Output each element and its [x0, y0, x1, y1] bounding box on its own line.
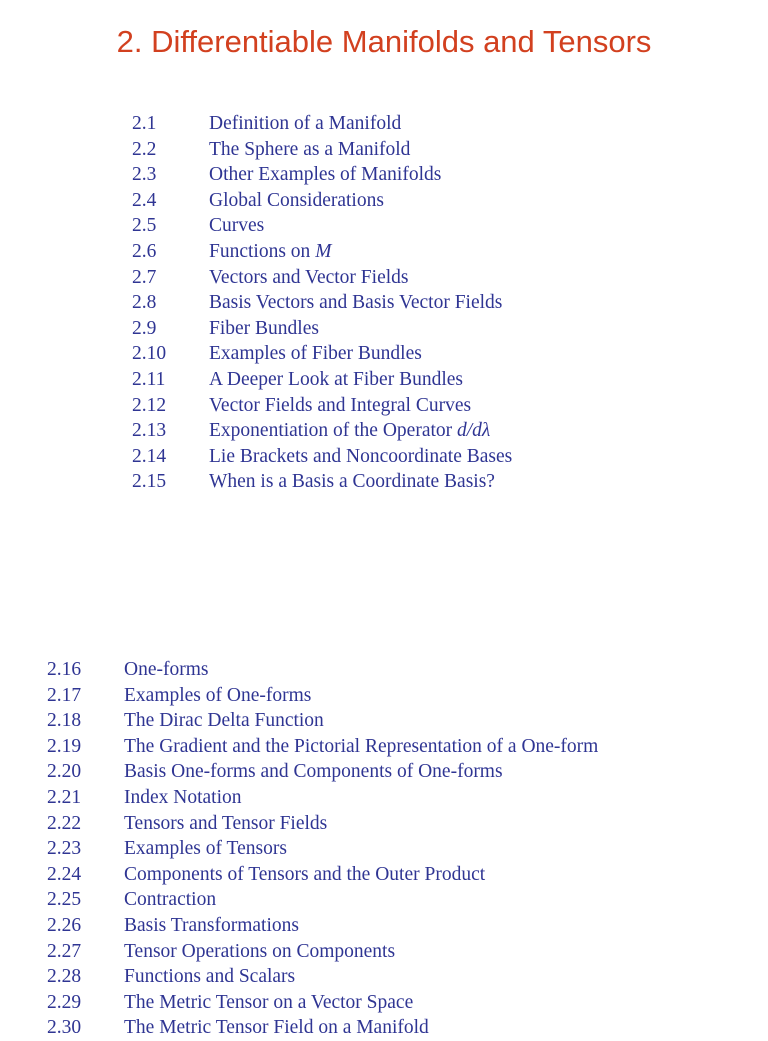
toc-entry-title-text: Vectors and Vector Fields: [209, 266, 409, 288]
toc-entry-title: [124, 708, 324, 734]
toc-entry-title: [124, 862, 485, 888]
toc-entry-number: 2.11: [132, 368, 166, 390]
toc-entry-title-text: Examples of Fiber Bundles: [209, 343, 422, 365]
toc-entry-title-text: When is a Basis a Coordinate Basis?: [209, 471, 495, 493]
toc-entry-title-text: The Sphere as a Manifold: [209, 138, 411, 160]
toc-entry-number: 2.30: [47, 1017, 82, 1039]
toc-entry-title-text: Tensor Operations on Components: [124, 940, 396, 962]
toc-entry-title: [124, 759, 503, 785]
toc-entry-title-text: Curves: [209, 215, 265, 237]
toc-entry-number: 2.7: [132, 266, 157, 288]
toc-entry: [47, 708, 598, 734]
toc-entry-title: [209, 162, 441, 188]
toc-entry-title: [209, 137, 410, 163]
toc-entry: [47, 836, 598, 862]
toc-entry-title-text: Examples of One-forms: [124, 684, 312, 706]
toc-entry-number: 2.9: [132, 317, 157, 339]
toc-entry: [47, 990, 598, 1016]
toc-entry: [47, 811, 598, 837]
toc-entry-title: [209, 316, 319, 342]
toc-entry-math: d/dλ: [457, 420, 491, 442]
toc-entry-title: [124, 785, 242, 811]
toc-entry-title-text: Basis Vectors and Basis Vector Fields: [209, 292, 503, 314]
toc-entry-title: [209, 469, 495, 495]
toc-entry-number: 2.19: [47, 735, 82, 757]
toc-entry: [47, 785, 598, 811]
toc-entry-title-text: Functions on: [209, 240, 316, 262]
toc-entry-title: [209, 239, 331, 265]
toc-entry-number: 2.24: [47, 863, 82, 885]
toc-entry-number: 2.16: [47, 659, 82, 680]
toc-entry: [132, 290, 512, 316]
toc-entry-title: [209, 290, 502, 316]
toc-entry-number: 2.8: [132, 292, 157, 314]
toc-entry-title-text: Components of Tensors and the Outer Product: [124, 863, 486, 885]
toc-entry-number: 2.20: [47, 761, 82, 783]
toc-entry-number: 2.10: [132, 343, 167, 365]
toc-entry-title-text: The Gradient and the Pictorial Representation of a One-form: [124, 735, 599, 757]
toc-entry-title: [124, 657, 208, 683]
toc-entry: [47, 939, 598, 965]
toc-entry-number: 2.21: [47, 786, 82, 808]
toc-entry-title-text: Index Notation: [124, 786, 242, 808]
toc-entry-number: 2.12: [132, 394, 167, 416]
toc-entry: [132, 162, 512, 188]
toc-entry-title-text: Functions and Scalars: [124, 966, 296, 988]
toc-entry-number: 2.29: [47, 991, 82, 1013]
toc-entry: [132, 111, 512, 137]
toc-entry-title: [124, 734, 598, 760]
toc-entry: [132, 137, 512, 163]
toc-entry-title: [209, 367, 463, 393]
toc-entry-number: 2.15: [132, 471, 167, 493]
toc-entry: [47, 964, 598, 990]
toc-entry-number: 2.27: [47, 940, 82, 962]
toc-entry-title: [124, 964, 295, 990]
toc-entry-title-text: The Dirac Delta Function: [124, 710, 324, 732]
toc-entry-title: [209, 188, 384, 214]
page-title: 2. Differentiable Manifolds and Tensors: [116, 24, 652, 59]
toc-entry-title: [124, 811, 327, 837]
toc-entry: [132, 316, 512, 342]
toc-entry: [47, 759, 598, 785]
toc-entry-number: 2.5: [132, 215, 157, 237]
toc-entry-title: [124, 683, 311, 709]
toc-entry-title-text: Basis One-forms and Components of One-forms: [124, 761, 503, 783]
toc-entry-title: [209, 418, 490, 444]
toc-entry-number: 2.28: [47, 966, 82, 988]
toc-entry-title: [124, 939, 395, 965]
toc-entry-title-text: One-forms: [124, 659, 209, 680]
toc-entry: [47, 734, 598, 760]
toc-entry: [47, 657, 598, 683]
toc-entry-number: 2.18: [47, 710, 82, 732]
toc-entry: [132, 444, 512, 470]
toc-entry-title-text: Definition of a Manifold: [209, 113, 402, 134]
toc-entry: [132, 367, 512, 393]
toc-entry-title-text: The Metric Tensor Field on a Manifold: [124, 1017, 429, 1039]
toc-entry-number: 2.3: [132, 164, 157, 186]
toc-entry-title-text: Lie Brackets and Noncoordinate Bases: [209, 445, 513, 467]
toc-entry-title-text: Fiber Bundles: [209, 317, 319, 339]
toc-section-1: [132, 111, 512, 495]
toc-entry: [47, 862, 598, 888]
toc-entry-number: 2.26: [47, 914, 82, 936]
toc-entry: [47, 683, 598, 709]
toc-entry-title-text: Contraction: [124, 889, 217, 911]
toc-entry-title: [209, 393, 471, 419]
toc-entry-number: 2.23: [47, 838, 82, 860]
toc-entry: [132, 188, 512, 214]
toc-entry-number: 2.17: [47, 684, 82, 706]
toc-entry: [132, 393, 512, 419]
toc-entry-number: 2.4: [132, 189, 157, 211]
toc-entry-number: 2.25: [47, 889, 82, 911]
toc-entry-title-text: Global Considerations: [209, 189, 384, 211]
toc-entry: [47, 1015, 598, 1041]
toc-entry-title: [124, 990, 413, 1016]
toc-entry-title: [124, 1015, 429, 1041]
toc-entry: [132, 213, 512, 239]
toc-section-2: [47, 657, 598, 1041]
toc-entry-title-text: Exponentiation of the Operator: [209, 420, 458, 442]
toc-entry-number: 2.2: [132, 138, 157, 160]
toc-entry-number: 2.1: [132, 113, 157, 134]
toc-entry-math: M: [315, 240, 332, 262]
toc-entry-title-text: Basis Transformations: [124, 914, 299, 936]
toc-entry: [132, 418, 512, 444]
toc-entry: [132, 265, 512, 291]
toc-entry-number: 2.6: [132, 240, 157, 262]
toc-entry-title: [124, 836, 287, 862]
toc-entry-title: [209, 341, 422, 367]
toc-entry: [132, 239, 512, 265]
toc-entry-title: [209, 213, 264, 239]
toc-entry-title: [209, 111, 401, 137]
toc-entry: [47, 887, 598, 913]
toc-entry-title-text: Examples of Tensors: [124, 838, 287, 860]
toc-entry-title: [209, 444, 512, 470]
toc-entry-title-text: Other Examples of Manifolds: [209, 164, 442, 186]
toc-entry: [132, 341, 512, 367]
toc-entry-title: [209, 265, 408, 291]
toc-entry-title: [124, 887, 216, 913]
toc-entry: [132, 469, 512, 495]
toc-entry-title-text: Tensors and Tensor Fields: [124, 812, 328, 834]
toc-entry-title-text: The Metric Tensor on a Vector Space: [124, 991, 414, 1013]
toc-entry-title-text: Vector Fields and Integral Curves: [209, 394, 472, 416]
toc-entry-number: 2.14: [132, 445, 167, 467]
toc-entry-number: 2.22: [47, 812, 82, 834]
toc-entry: [47, 913, 598, 939]
toc-entry-title: [124, 913, 299, 939]
toc-entry-number: 2.13: [132, 420, 167, 442]
toc-entry-title-text: A Deeper Look at Fiber Bundles: [209, 368, 463, 390]
